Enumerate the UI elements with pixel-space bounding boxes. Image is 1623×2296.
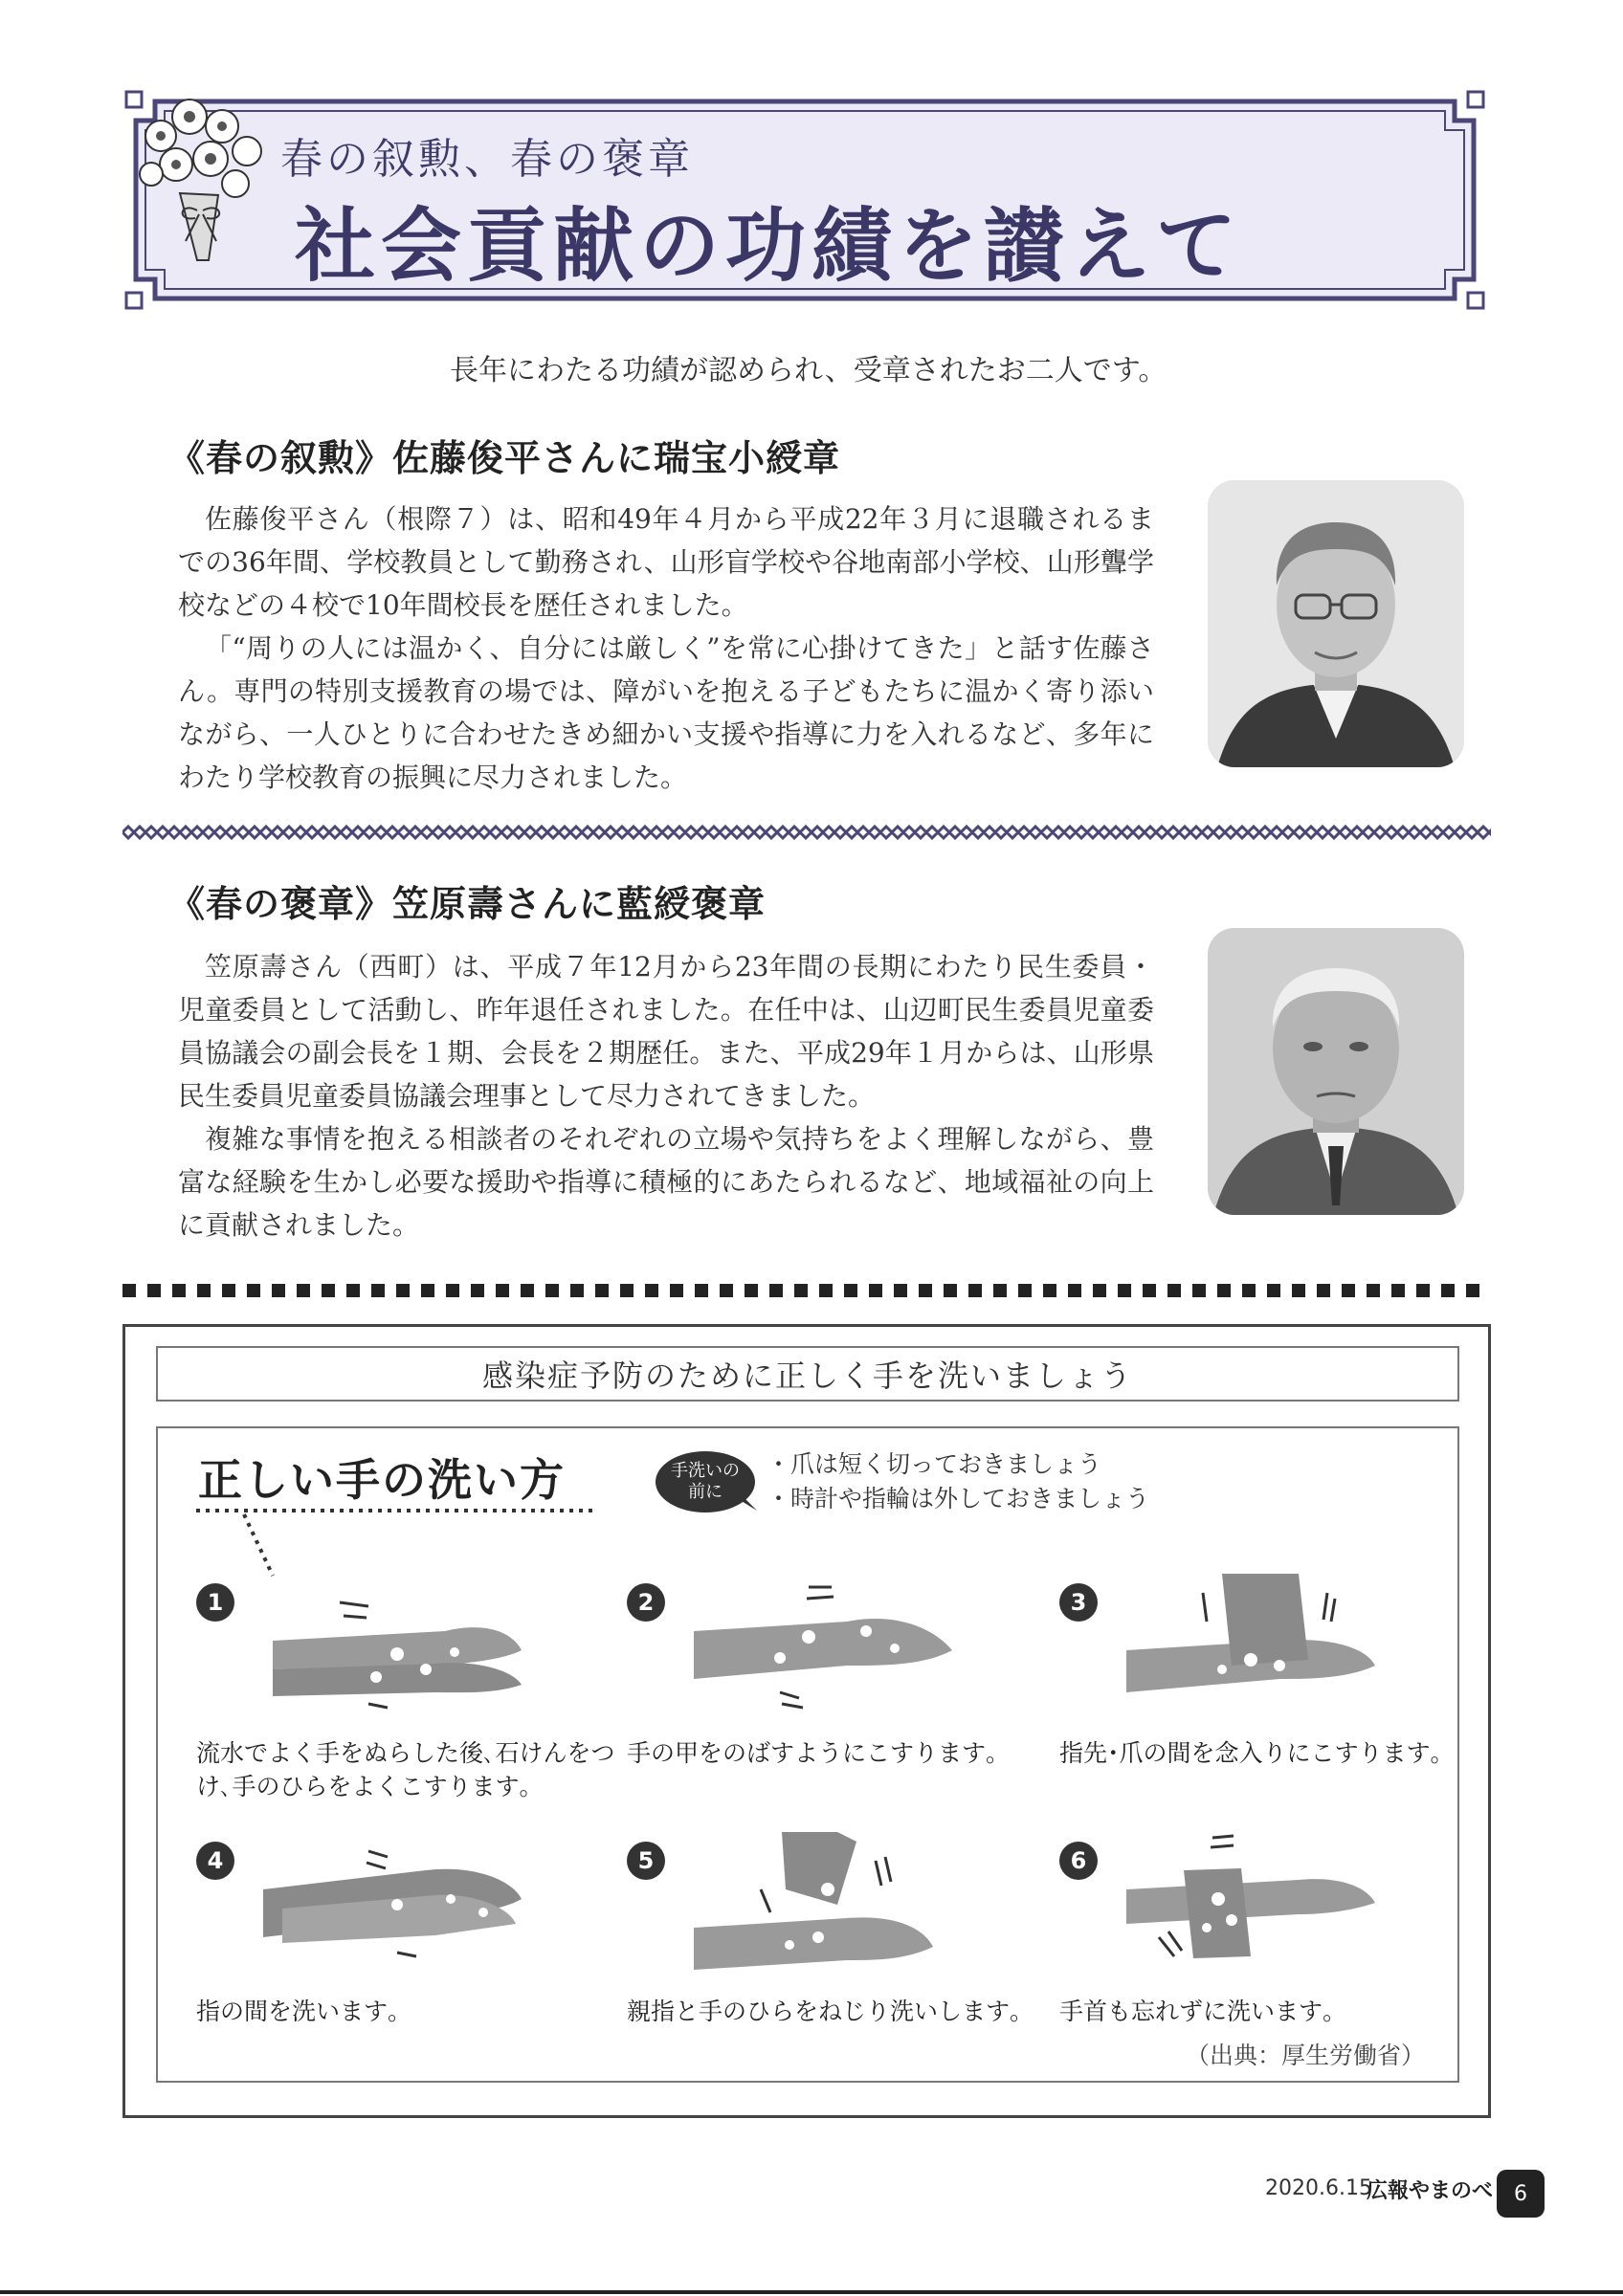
tip-item: ・爪は短く切っておきましょう [767, 1450, 1102, 1478]
article1-body [178, 497, 1154, 799]
handwash-header: 感染症予防のために正しく手を洗いましょう [156, 1346, 1459, 1402]
hand-wrist-icon [1126, 1832, 1413, 1976]
article1-paragraph1: 佐藤俊平さん（根際７）は、昭和49年４月から平成22年３月に退職されるまでの36年間、学校教員として勤務され、山形盲学校や谷地南部小学校、山形聾学校などの４校で10年間校長を歴任されました。 [178, 503, 1154, 621]
portrait-kasahara [1208, 928, 1464, 1215]
step-caption: 指の間を洗います｡ [196, 1998, 400, 2025]
hand-rub-fingertips-icon [1126, 1574, 1413, 1717]
article2-title: 《春の褒章》笠原壽さんに藍綬褒章 [168, 882, 767, 925]
step-number: 5 [627, 1842, 665, 1880]
bouquet-icon [122, 88, 276, 279]
article1-paragraph2: 「“周りの人には温かく、自分には厳しく”を常に心掛けてきた」と話す佐藤さん。専門の特別支援教育の場では、障がいを抱える子どもたちに温かく寄り添いながら、一人ひとりに合わせたきめ細かい支援や指導に力を入れるなど、多年にわたり学校教育の振興に尽力されました。 [178, 632, 1154, 793]
section-divider-wave [122, 823, 1491, 842]
title-banner [122, 88, 1487, 312]
step-number: 1 [196, 1583, 234, 1622]
hand-rub-palms-icon [263, 1574, 550, 1717]
publication-name: 広報やまのべ [1367, 2179, 1494, 2203]
portrait-sato [1208, 480, 1464, 767]
tip-item: ・時計や指輪は外しておきましょう [767, 1485, 1150, 1512]
step-caption: 指先･爪の間を念入りにこすります｡ [1059, 1739, 1443, 1767]
step-number: 4 [196, 1842, 234, 1880]
bubble-tail [732, 1495, 761, 1518]
handwash-panel [122, 1324, 1491, 2118]
banner-title: 社会貢献の功績を讃えて [295, 198, 1243, 293]
source-citation: （出典：厚生労働省） [1185, 2042, 1425, 2069]
hand-rub-back-icon [694, 1574, 981, 1717]
article2-paragraph1: 笠原壽さん（西町）は、平成７年12月から23年間の長期にわたり民生委員・児童委員として活動し、昨年退任されました。在任中は、山辺町民生委員児童委員協議会の副会長を１期、会長を２期歴任。また、平成29年１月からは、山形県民生委員児童委員協議会理事として尽力されてきました。 [178, 951, 1154, 1112]
handwash-title: 正しい手の洗い方 [198, 1454, 566, 1506]
section-divider-dots [122, 1282, 1491, 1301]
step-number: 3 [1059, 1583, 1098, 1622]
title-underline [196, 1507, 617, 1583]
step-number: 6 [1059, 1842, 1098, 1880]
before-label-line2: 前に [688, 1482, 723, 1502]
step-number: 2 [627, 1583, 665, 1622]
hand-between-fingers-icon [263, 1832, 550, 1976]
article2-paragraph2: 複雑な事情を抱える相談者のそれぞれの立場や気持ちをよく理解しながら、豊富な経験を生かし必要な援助や指導に積極的にあたられるなど、地域福祉の向上に貢献されました。 [178, 1123, 1154, 1241]
article2-body [178, 945, 1154, 1247]
step-caption: 流水でよく手をぬらした後､石けんをつけ､手のひらをよくこすります｡ [196, 1739, 615, 1800]
handwash-inner-panel [156, 1426, 1459, 2083]
step-caption: 手の甲をのばすようにこすります｡ [627, 1739, 998, 1767]
article1-title: 《春の叙勲》佐藤俊平さんに瑞宝小綬章 [168, 436, 841, 479]
tips-list [767, 1447, 1149, 1516]
issue-date: 2020.6.15 [1265, 2176, 1372, 2200]
banner-subtitle: 春の叙勲、春の褒章 [280, 135, 694, 184]
step-caption: 親指と手のひらをねじり洗いします｡ [627, 1998, 1022, 2025]
intro-text: 長年にわたる功績が認められ、受章されたお二人です。 [450, 354, 1167, 387]
page-number: 6 [1497, 2170, 1545, 2218]
bottom-rule [0, 2290, 1623, 2294]
step-caption: 手首も忘れずに洗います｡ [1059, 1998, 1335, 2025]
hand-twist-thumb-icon [694, 1832, 981, 1995]
before-label-line1: 手洗いの [671, 1461, 740, 1481]
